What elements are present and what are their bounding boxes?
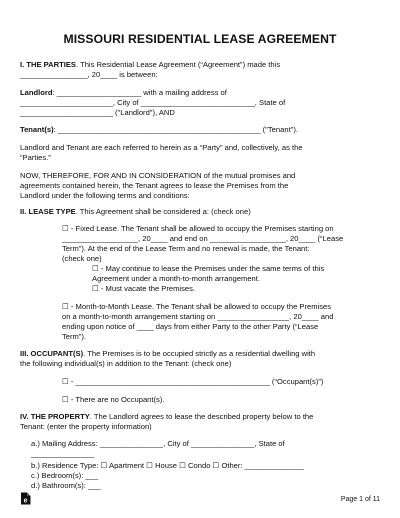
property-heading: IV. THE PROPERTY [20,412,90,421]
party-definition-line-1: Landlord and Tenant are each referred to herein as a “Party” and, collectively, as the [20,143,303,152]
mailing-address-line-2: _______________ [31,449,95,458]
fixed-lease-line-3: Term”). At the end of the Lease Term and no renewal is made, the Tenant: [62,244,310,253]
lease-type-line [20,207,380,217]
fixed-lease-line-2: __________________, 20____ and end on __________________, 20____ (“Lease [62,234,344,243]
landlord-text: : ____________________ with a mailing address of [52,88,227,97]
occupants-line-2: the following individual(s) in addition to the Tenant: (check one) [20,359,232,368]
lease-type-intro: . This Agreement shall be considered a: (check one) [75,207,251,216]
month-to-month-checkbox-line[interactable]: ☐ - Month-to-Month Lease. The Tenant shall be allowed to occupy the Premises [62,302,332,311]
landlord-line-2: ______________________, City of ___________________________, State of [20,98,286,107]
tenant-line [20,125,380,135]
consideration-line-1: NOW, THEREFORE, FOR AND IN CONSIDERATION of the mutual promises and [20,171,296,180]
month-to-month-line-3: ending upon notice of ____ days from either Party to the other Party (“Lease [62,322,319,331]
tenant-text: : ________________________________________________ ("Tenant"). [53,125,299,134]
page-number: Page 1 of 11 [340,496,380,503]
vacate-option[interactable]: ☐ - Must vacate the Premises. [92,284,196,293]
party-definition-line-2: “Parties.” [20,153,51,162]
landlord-line-1 [20,88,380,98]
svg-text:e: e [23,497,28,505]
no-occupants-option[interactable]: ☐ - There are no Occupant(s). [62,395,165,404]
occupants-heading: III. OCCUPANT(S) [20,349,84,358]
bedrooms-line: c.) Bedroom(s): ___ [31,471,99,480]
month-to-month-line-2: on a month-to-month arrangement starting on _________________, 20____ and [62,312,334,321]
continue-option-line-2: Agreement under a month-to-month arrangement. [92,274,260,283]
property-text: . The Landlord agrees to lease the described property below to the [89,412,314,421]
month-to-month-line-4: Term”). [62,332,87,341]
consideration-line-2: agreements contained herein, the Tenant agrees to lease the Premises from the [20,181,289,190]
occupants-line-1 [20,349,380,359]
property-line-2: Tenant: (enter the property information) [20,422,152,431]
occupants-text: . The Premises is to be occupied strictly as a residential dwelling with [83,349,316,358]
month-to-month-continue-option[interactable]: ☐ - May continue to lease the Premises under the same terms of this [92,264,325,273]
landlord-line-3: ______________________ ("Landlord"), AND [20,108,175,117]
landlord-label: Landlord [20,88,53,97]
property-line-1 [20,412,380,422]
lease-type-heading: II. LEASE TYPE [20,207,76,216]
bathrooms-line: d.) Bathroom(s): ___ [31,481,101,490]
consideration-line-3: Landlord under the following terms and conditions: [20,191,190,200]
parties-line-1 [20,60,380,70]
document-title: MISSOURI RESIDENTIAL LEASE AGREEMENT [63,32,337,46]
residence-type-line: b.) Residence Type: ☐ Apartment ☐ House ☐ Condo ☐ Other: ______________ [31,461,304,470]
fixed-lease-checkbox-line[interactable]: ☐ - Fixed Lease. The Tenant shall be allowed to occupy the Premises starting on [62,224,334,233]
occupants-named-option[interactable]: ☐ - ______________________________________________ (“Occupant(s)”) [62,377,324,386]
tenant-label: Tenant(s) [20,125,54,134]
parties-heading: I. THE PARTIES [20,60,76,69]
parties-text: . This Residential Lease Agreement (“Agreement”) made this [75,60,281,69]
fixed-lease-line-4: (check one) [62,254,102,263]
eforms-logo-icon [20,492,31,505]
mailing-address-line: a.) Mailing Address: _______________, City of _______________, State of [31,439,285,448]
parties-line-2: ________________, 20____ is between: [20,70,158,79]
